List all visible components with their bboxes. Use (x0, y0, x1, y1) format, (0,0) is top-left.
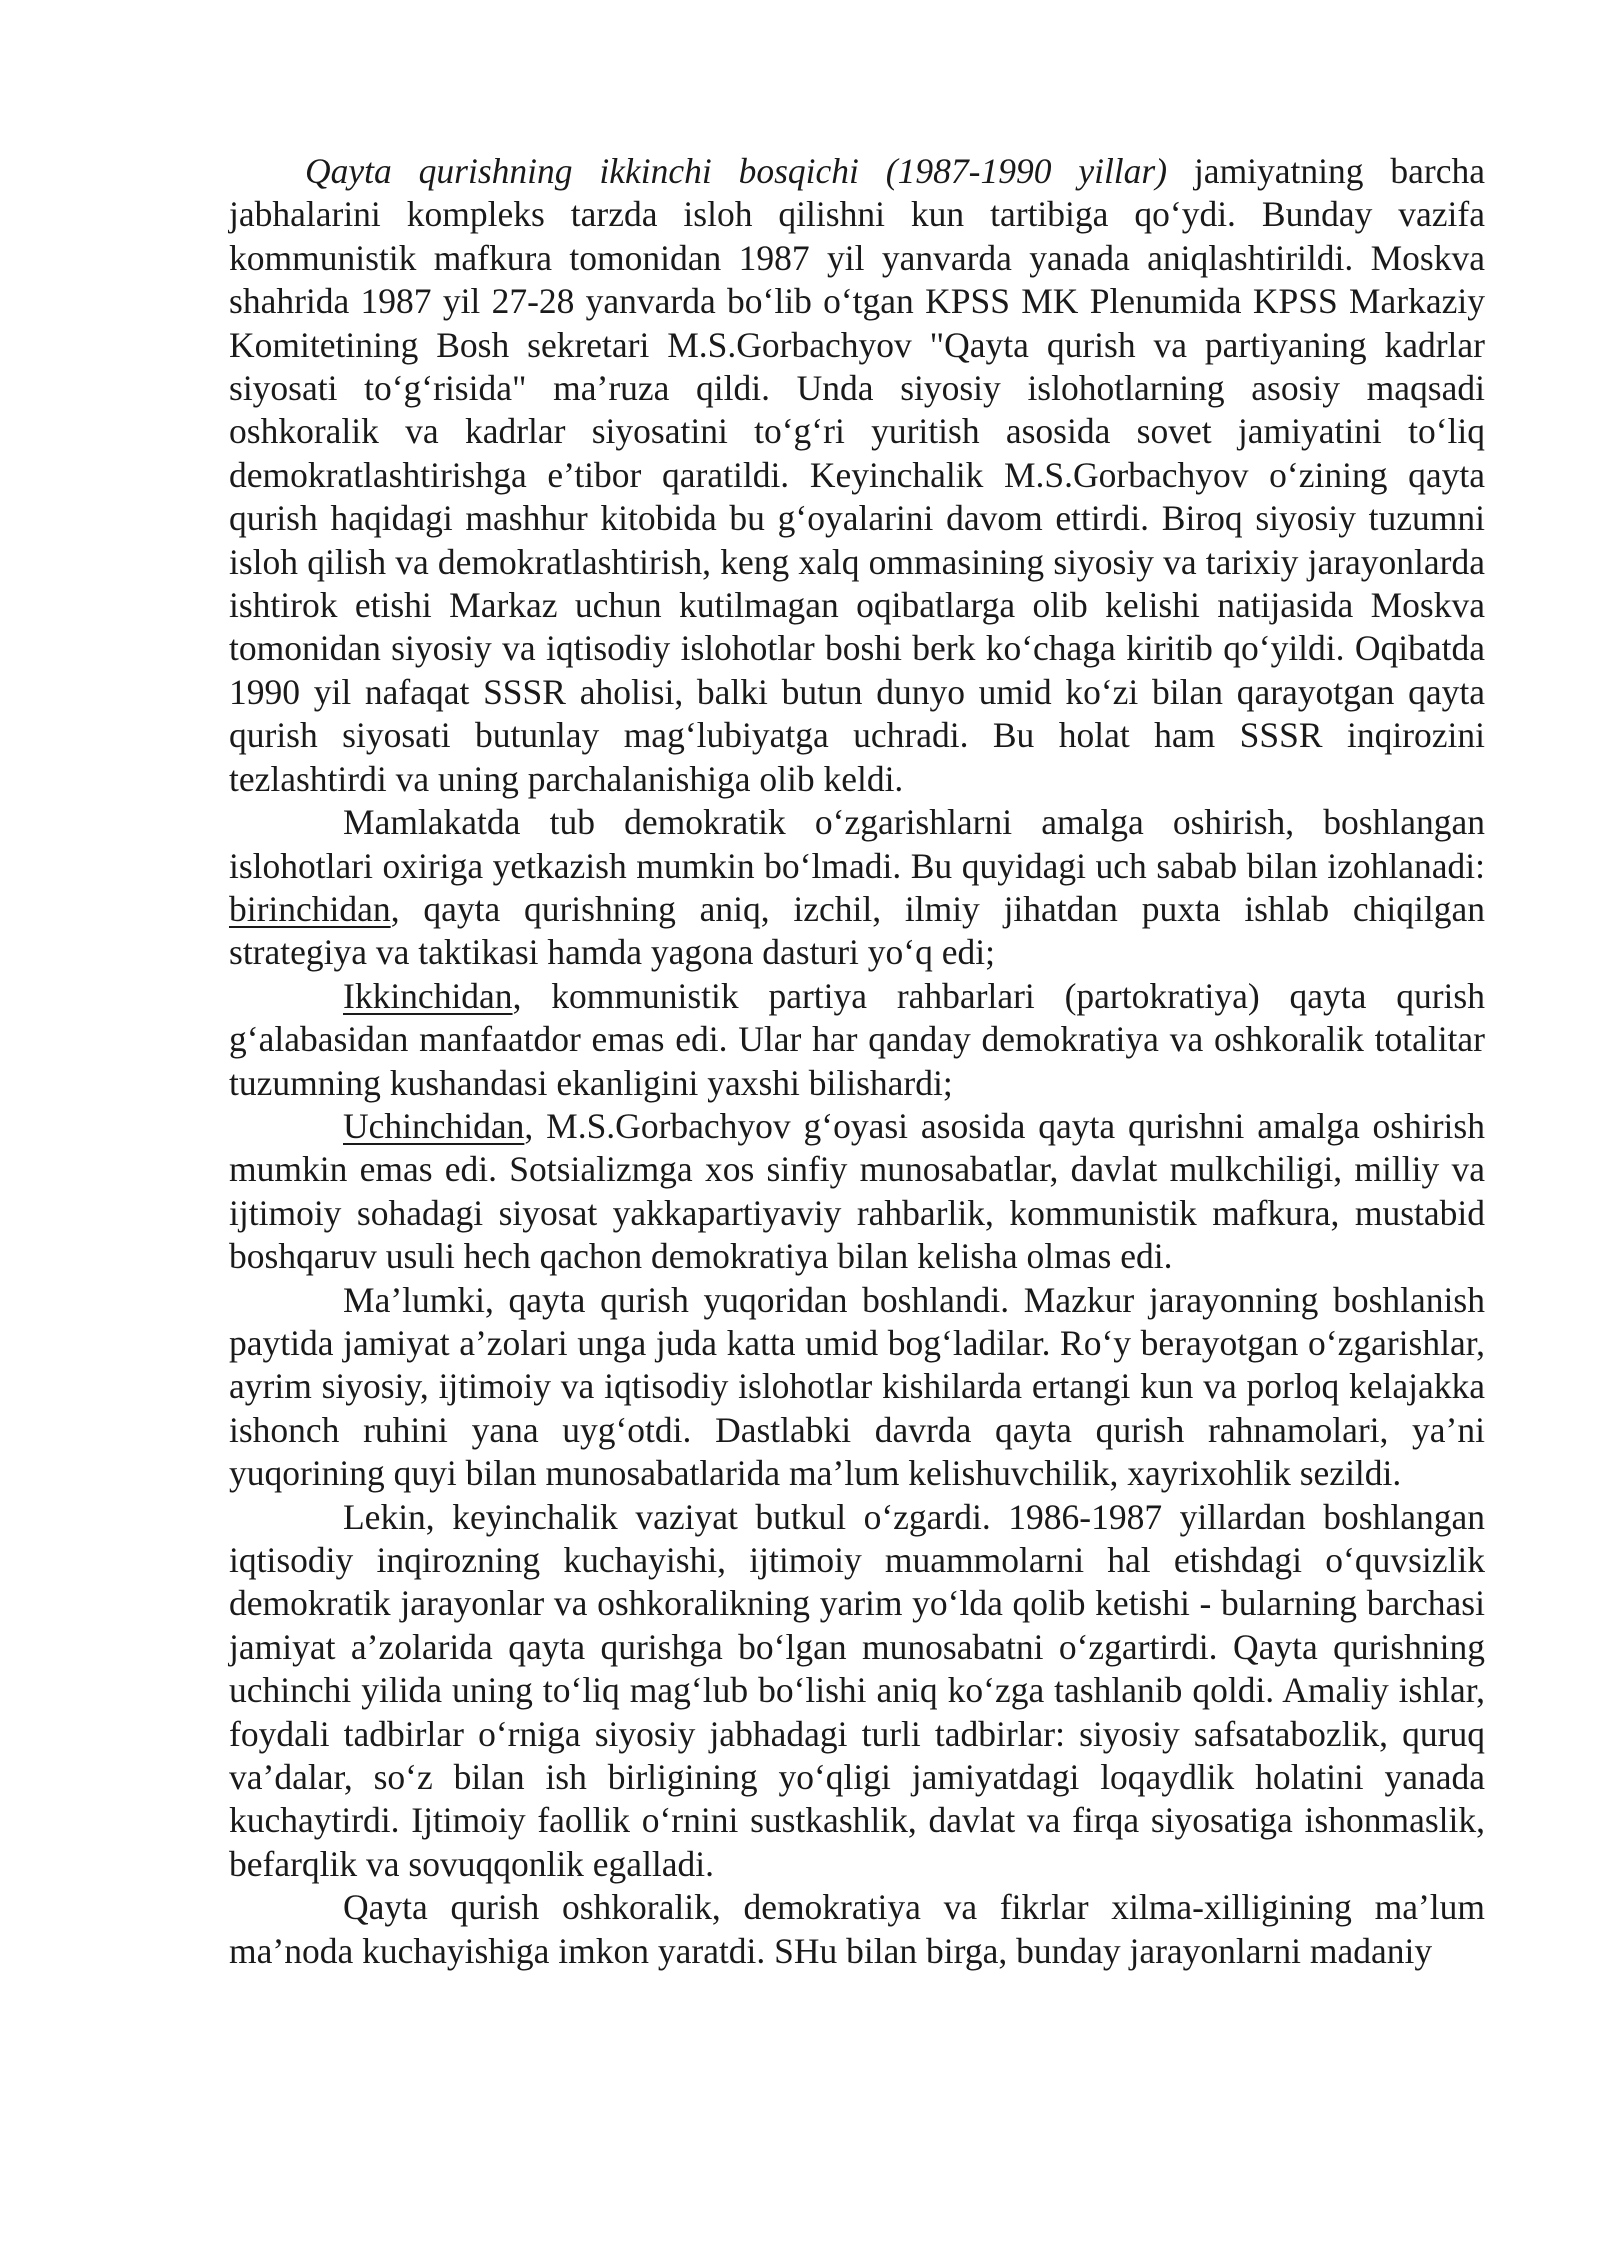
italic-lead-phrase: Qayta qurishning ikkinchi bosqichi (1987-1990 yillar) (305, 151, 1168, 191)
underlined-term-first: birinchidan (229, 888, 391, 929)
underlined-term-third: Uchinchidan (343, 1105, 525, 1146)
paragraph-text: Ma’lumki, qayta qurish yuqoridan boshlandi. Mazkur jarayonning boshlanish paytida jamiyat a’zolari unga juda katta umid bog‘ladilar. Ro‘y berayotgan o‘zgarishlar, ayrim siyosiy, ijtimoiy va iqtisodiy islohotlar kishilarda ertangi kun va porloq kelajakka ishonch ruhini yana uyg‘otdi. Dastlabki davrda qayta qurish rahnamolari, ya’ni yuqorining quyi bilan munosabatlarida ma’lum kelishuvchilik, xayrixohlik sezildi. (229, 1279, 1485, 1494)
paragraph-text: Mamlakatda tub demokratik o‘zgarishlarni amalga oshirish, boshlangan islohotlari oxiriga yetkazish mumkin bo‘lmadi. Bu quyidagi uch sabab bilan izohlanadi: (229, 802, 1485, 886)
paragraph-text: jamiyatning barcha jabhalarini kompleks tarzda isloh qilishni kun tartibiga qo‘ydi. Bunday vazifa kommunistik mafkura tomonidan 1987 yil yanvarda yanada aniqlashtirildi. Moskva shahrida 1987 yil 27-28 yanvarda bo‘lib o‘tgan KPSS MK Plenumida KPSS Markaziy Komitetining Bosh sekretari M.S.Gorbachyov "Qayta qurish va partiyaning kadrlar siyosati to‘g‘risida" ma’ruza qildi. Unda siyosiy islohotlarning asosiy maqsadi oshkoralik va kadrlar siyosatini to‘g‘ri yuritish asosida sovet jamiyatini to‘liq demokratlashtirishga e’tibor qaratildi. Keyinchalik M.S.Gorbachyov o‘zining qayta qurish haqidagi mashhur kitobida bu g‘oyalarini davom ettirdi. Biroq siyosiy tuzumni isloh qilish va demokratlashtirish, keng xalq ommasining siyosiy va tarixiy jarayonlarda ishtirok etishi Markaz uchun kutilmagan oqibatlarga olib kelishi natijasida Moskva tomonidan siyosiy va iqtisodiy islohotlar boshi berk ko‘chaga kiritib qo‘yildi. Oqibatda 1990 yil nafaqat SSSR aholisi, balki butun dunyo umid ko‘zi bilan qarayotgan qayta qurish siyosati butunlay mag‘lubiyatga uchradi. Bu holat ham SSSR inqirozini tezlashtirdi va uning parchalanishiga olib keldi. (229, 151, 1485, 799)
document-page (229, 150, 1485, 1973)
paragraph-reason-third (229, 1105, 1485, 1279)
paragraph-situation-change (229, 1496, 1485, 1887)
paragraph-perestroika-start (229, 1279, 1485, 1496)
paragraph-text: Lekin, keyinchalik vaziyat butkul o‘zgardi. 1986-1987 yillardan boshlangan iqtisodiy inqirozning kuchayishi, ijtimoiy muammolarni hal etishdagi o‘quvsizlik demokratik jarayonlar va oshkoralikning yarim yo‘lda qolib ketishi - bularning barchasi jamiyat a’zolarida qayta qurishga bo‘lgan munosabatni o‘zgartirdi. Qayta qurishning uchinchi yilida uning to‘liq mag‘lub bo‘lishi aniq ko‘zga tashlanib qoldi. Amaliy ishlar, foydali tadbirlar o‘rniga siyosiy jabhadagi turli tadbirlar: siyosiy safsatabozlik, quruq va’dalar, so‘z bilan ish birligining yo‘qligi jamiyatdagi loqaydlik holatini yanada kuchaytirdi. Ijtimoiy faollik o‘rnini sustkashlik, davlat va firqa siyosatiga ishonmaslik, befarqlik va sovuqqonlik egalladi. (229, 1496, 1485, 1884)
underlined-term-second: Ikkinchidan (343, 975, 513, 1016)
paragraph-text: , qayta qurishning aniq, izchil, ilmiy jihatdan puxta ishlab chiqilgan strategiya va taktikasi hamda yagona dasturi yo‘q edi; (229, 888, 1485, 973)
paragraph-text: , M.S.Gorbachyov g‘oyasi asosida qayta qurishni amalga oshirish mumkin emas edi. Sotsializmga xos sinfiy munosabatlar, davlat mulkchiligi, milliy va ijtimoiy sohadagi siyosat yakkapartiyaviy rahbarlik, kommunistik mafkura, mustabid boshqaruv usuli hech qachon demokratiya bilan kelisha olmas edi. (229, 1105, 1485, 1277)
paragraph-reason-second (229, 975, 1485, 1105)
paragraph-reasons-intro (229, 801, 1485, 975)
paragraph-second-stage (229, 150, 1485, 801)
paragraph-text: Qayta qurish oshkoralik, demokratiya va fikrlar xilma-xilligining ma’lum ma’noda kuchayishiga imkon yaratdi. SHu bilan birga, bunday jarayonlarni madaniy (229, 1887, 1485, 1971)
paragraph-text: , kommunistik partiya rahbarlari (partokratiya) qayta qurish g‘alabasidan manfaatdor emas edi. Ular har qanday demokratiya va oshkoralik totalitar tuzumning kushandasi ekanligini yaxshi bilishardi; (229, 975, 1485, 1103)
paragraph-glasnost (229, 1886, 1485, 1973)
